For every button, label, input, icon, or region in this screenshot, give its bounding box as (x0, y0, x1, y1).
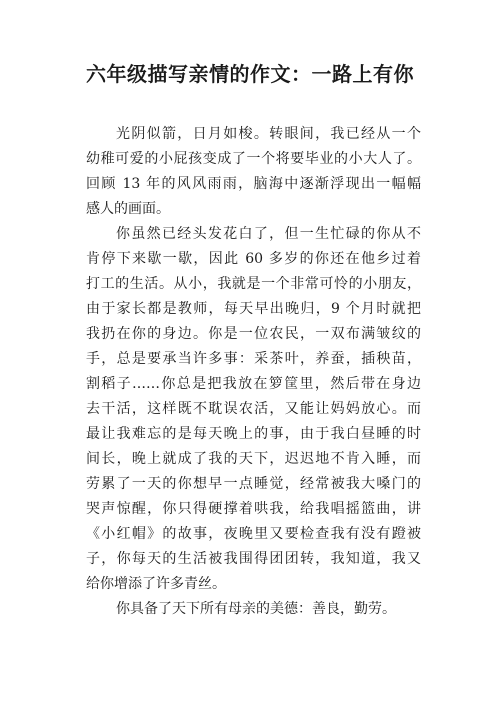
text-line: 子，你每天的生活被我围得团团转，我知道，我又 (86, 551, 421, 567)
text-line: 你虽然已经头发花白了，但一生忙碌的你从不 (116, 226, 421, 242)
text-line: 手，总是要承当许多事：采茶叶，养蚕，插秧苗， (86, 351, 421, 367)
text-line: 割稻子……你总是把我放在箩筐里，然后带在身边 (86, 376, 421, 392)
text-line: 给你增添了许多青丝。 (86, 576, 226, 592)
paragraph-1 (86, 122, 421, 222)
text-line: 哭声惊醒，你只得硬撑着哄我，给我唱摇篮曲，讲 (86, 501, 421, 517)
text-line: 幼稚可爱的小屁孩变成了一个将要毕业的小大人了。 (86, 151, 421, 167)
text-line: 打工的生活。从小，我就是一个非常可怜的小朋友， (86, 276, 421, 292)
text-line: 最让我难忘的是每天晚上的事，由于我白昼睡的时 (86, 426, 421, 442)
text-line: 《小红帽》的故事，夜晚里又要检查我有没有蹬被 (86, 526, 421, 542)
text-line: 劳累了一天的你想早一点睡觉，经常被我大嗓门的 (86, 476, 421, 492)
text-line: 去干活，这样既不耽误农活，又能让妈妈放心。而 (86, 401, 421, 417)
text-line: 我扔在你的身边。你是一位农民，一双布满皱纹的 (86, 326, 421, 342)
document-body (86, 122, 421, 622)
paragraph-2 (86, 222, 421, 597)
paragraph-3 (86, 597, 421, 622)
text-line: 光阴似箭，日月如梭。转眼间，我已经从一个 (116, 126, 421, 142)
text-line: 间长，晚上就成了我的天下，迟迟地不肯入睡，而 (86, 451, 421, 467)
text-line: 回顾 13 年的风风雨雨，脑海中逐渐浮现出一幅幅 (86, 176, 421, 192)
text-line: 肯停下来歇一歇，因此 60 多岁的你还在他乡过着 (86, 251, 421, 267)
text-line: 由于家长都是教师，每天早出晚归，9 个月时就把 (86, 301, 421, 317)
text-line: 感人的画面。 (86, 201, 170, 217)
text-line: 你具备了天下所有母亲的美德：善良，勤劳。 (116, 601, 396, 617)
document-title: 六年级描写亲情的作文：一路上有你 (86, 62, 414, 86)
